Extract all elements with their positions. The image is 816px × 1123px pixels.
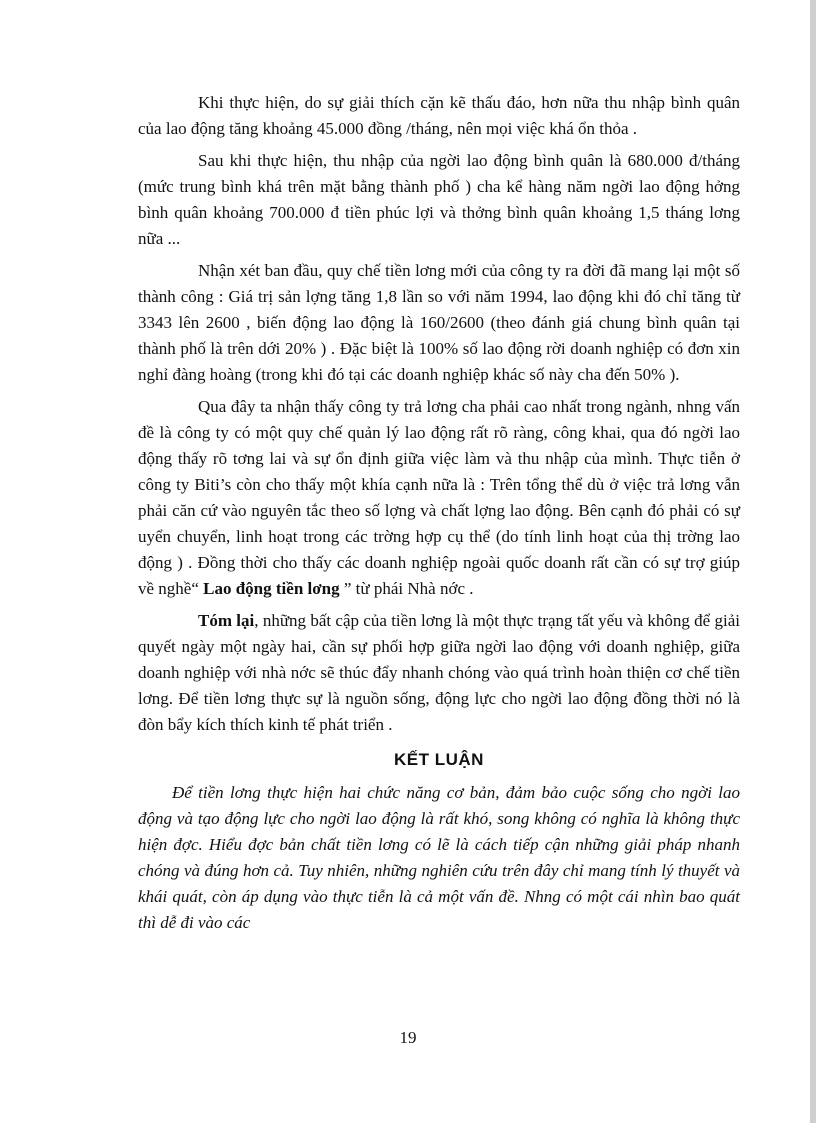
paragraph-2: Sau khi thực hiện, thu nhập của ngời lao động bình quân là 680.000 đ/tháng (mức trung bình khá trên mặt bằng thành phố ) cha kể hàng năm ngời lao động hởng bình quân khoảng 700.000 đ tiền phúc lợi và thởng bình quân khoảng 1,5 tháng lơng nữa ... (138, 151, 740, 248)
page-number: 19 (399, 1028, 417, 1047)
paragraph-4-text: Qua đây ta nhận thấy công ty trả lơng cha phải cao nhất trong ngành, nhng vấn đề là công ty có một quy chế quản lý lao động rất rõ ràng, công khai, qua đó ngời lao động thấy rõ tơng lai và sự ổn định giữa việc làm và thu nhập của mình. Thực tiễn ở công ty Biti’s còn cho thấy một khía cạnh nữa là : Trên tổng thể dù ở việc trả lơng vẫn phải căn cứ vào nguyên tắc theo số lợng và chất lợng lao động. Bên cạnh đó phải có sự uyển chuyển, linh hoạt trong các trờng hợp cụ thể (do tính linh hoạt của thị trờng lao động ) . Đồng thời cho thấy các doanh nghiệp ngoài quốc doanh rất cần có sự trợ giúp về nghề (138, 397, 740, 598)
page-edge-shadow (810, 0, 816, 1123)
summary-text: , những bất cập của tiền lơng là một thực trạng tất yếu và không để giải quyết ngày một ngày hai, cần sự phối hợp giữa ngời lao động với doanh nghiệp, giữa doanh nghiệp với nhà nớc sẽ thúc đẩy nhanh chóng vào quá trình hoàn thiện cơ chế tiền lơng. Để tiền lơng thực sự là nguồn sống, động lực cho ngời lao động đồng thời nó là đòn bẩy kích thích kinh tế phát triển . (138, 611, 740, 734)
summary-label: Tóm lại (198, 611, 255, 630)
quote-phrase: Lao động tiền lơng (203, 579, 340, 598)
document-body (138, 90, 740, 942)
paragraph-4 (138, 394, 740, 602)
paragraph-3: Nhận xét ban đầu, quy chế tiền lơng mới của công ty ra đời đã mang lại một số thành công : Giá trị sản lợng tăng 1,8 lần so với năm 1994, lao động khi đó chỉ tăng từ 3343 lên 2600 , biến động lao động là 160/2600 (theo đánh giá chung bình quân tại thành phố là trên dới 20% ) . Đặc biệt là 100% số lao động rời doanh nghiệp có đơn xin nghỉ đàng hoàng (trong khi đó tại các doanh nghiệp khác số này cha đến 50% ). (138, 261, 740, 384)
quote-open: “ (191, 579, 204, 598)
conclusion-title: KẾT LUẬN (394, 750, 484, 769)
paragraph-1: Khi thực hiện, do sự giải thích cặn kẽ thấu đáo, hơn nữa thu nhập bình quân của lao động tăng khoảng 45.000 đồng /tháng, nên mọi việc khá ổn thỏa . (138, 93, 740, 138)
quote-close: ” từ phái Nhà nớc . (339, 579, 474, 598)
conclusion-paragraph: Để tiền lơng thực hiện hai chức năng cơ bản, đảm bảo cuộc sống cho ngời lao động và tạo động lực cho ngời lao động là rất khó, song không có nghĩa là không thực hiện đợc. Hiểu đợc bản chất tiền lơng có lẽ là cách tiếp cận những giải pháp nhanh chóng và đúng hơn cả. Tuy nhiên, những nghiên cứu trên đây chỉ mang tính lý thuyết và khái quát, còn áp dụng vào thực tiễn là cả một vấn đề. Nhng có một cái nhìn bao quát thì dễ đi vào các (138, 783, 740, 932)
summary-paragraph (138, 608, 740, 738)
